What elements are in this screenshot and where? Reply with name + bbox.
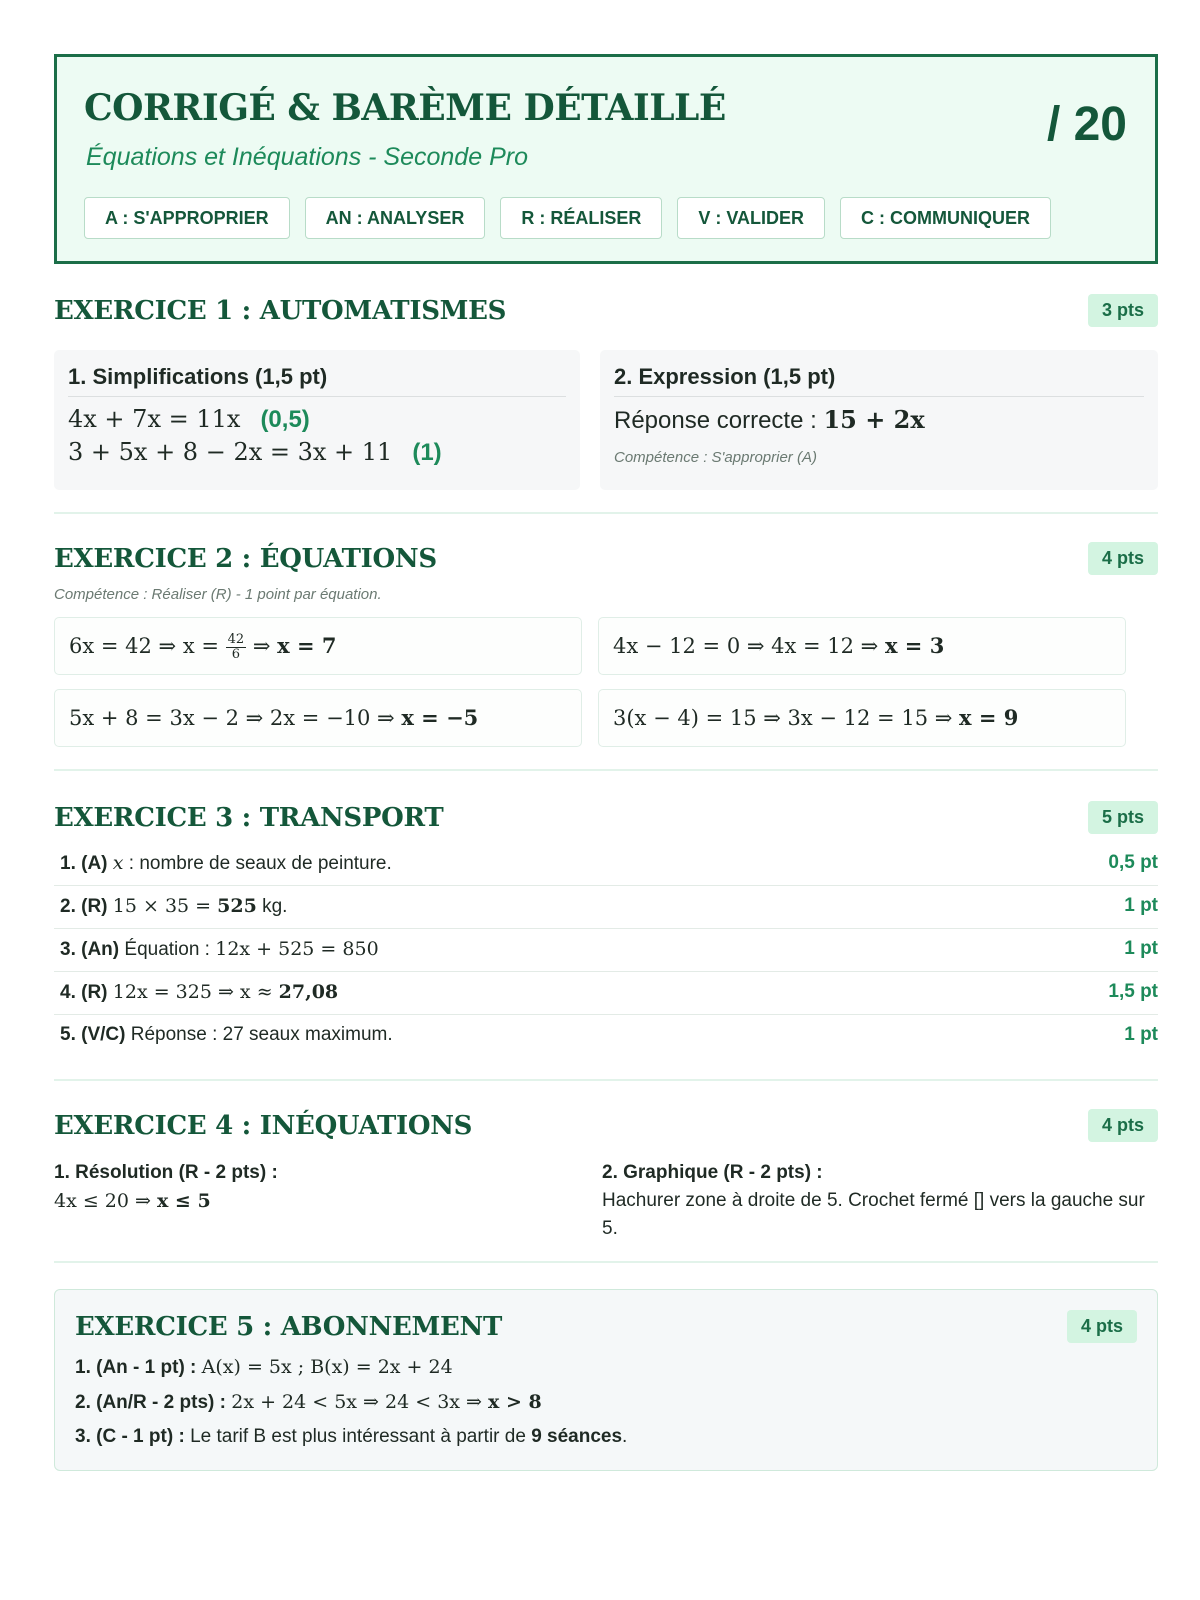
ex2-equation-4 (598, 689, 1126, 747)
row-points: 1 pt (1124, 895, 1158, 916)
exercise-2 (54, 542, 1158, 747)
ex2-eq1-implies: ⇒ (246, 634, 278, 658)
ex4-title: EXERCICE 4 : INÉQUATIONS (54, 1111, 473, 1141)
ex5-line2-heading: 2. (An/R - 2 pts) : (75, 1392, 232, 1413)
ex5-line-3 (75, 1420, 1137, 1454)
row-math: 12x + 525 = 850 (215, 938, 379, 960)
ex3-row-3 (54, 929, 1158, 972)
ex4-resolution-math: 4x ≤ 20 ⇒ (54, 1190, 157, 1212)
row-number: 2. (R) (60, 896, 113, 917)
ex2-eq1-numerator: 42 (227, 631, 245, 647)
ex4-resolution-result: x ≤ 5 (156, 1190, 211, 1212)
row-number: 5. (V/C) (60, 1024, 131, 1045)
ex2-competence-note: Compétence : Réaliser (R) - 1 point par équation. (54, 586, 382, 603)
ex4-graphique-text: Hachurer zone à droite de 5. Crochet fermé [] vers la gauche sur 5. (602, 1190, 1145, 1239)
ex1-line1-points: (0,5) (260, 406, 310, 433)
ex5-line-1 (75, 1350, 1137, 1385)
row-number: 1. (A) (60, 853, 113, 874)
ex2-eq4-math: 3(x − 4) = 15 ⇒ 3x − 12 = 15 ⇒ (613, 706, 959, 730)
row-points: 0,5 pt (1108, 852, 1158, 873)
page-title: CORRIGÉ & BARÈME DÉTAILLÉ (84, 87, 726, 129)
ex2-eq2-math: 4x − 12 = 0 ⇒ 4x = 12 ⇒ (613, 634, 885, 658)
exercise-1 (54, 294, 1158, 490)
total-score: / 20 (1046, 98, 1127, 151)
ex2-eq3-math: 5x + 8 = 3x − 2 ⇒ 2x = −10 ⇒ (69, 706, 402, 730)
ex4-resolution-heading: 1. Résolution (R - 2 pts) : (54, 1162, 278, 1183)
ex1-line2-points: (1) (412, 439, 442, 466)
row-points: 1 pt (1124, 1024, 1158, 1045)
ex5-line1-math: A(x) = 5x ; B(x) = 2x + 24 (201, 1356, 453, 1378)
section-divider (54, 1261, 1158, 1263)
ex1-answer-label: Réponse correcte : (614, 407, 824, 434)
row-result: 525 (217, 895, 257, 917)
row-math: 15 × 35 = (112, 895, 218, 917)
ex5-line3-emphasis: 9 séances (531, 1426, 623, 1447)
ex4-graphique-heading: 2. Graphique (R - 2 pts) : (602, 1162, 823, 1183)
header-card (54, 54, 1158, 264)
section-divider (54, 512, 1158, 514)
ex5-line3-text: Le tarif B est plus intéressant à partir de (190, 1426, 532, 1447)
ex3-points-badge: 5 pts (1088, 801, 1158, 834)
ex1-box2-heading: 2. Expression (1,5 pt) (614, 364, 1144, 397)
ex3-row-4 (54, 972, 1158, 1015)
ex1-line2-math: 3 + 5x + 8 − 2x = 3x + 11 (68, 438, 393, 466)
ex1-simplifications-box (54, 350, 580, 490)
chip-valider: V : VALIDER (677, 197, 825, 239)
row-result: 27,08 (278, 981, 339, 1003)
row-text: kg. (256, 896, 288, 917)
ex2-title: EXERCICE 2 : ÉQUATIONS (54, 544, 437, 574)
row-number: 4. (R) (60, 982, 113, 1003)
competency-chips (84, 197, 1051, 239)
ex1-answer-math: 15 + 2x (823, 405, 925, 434)
row-number: 3. (An) (60, 939, 125, 960)
ex2-equation-1 (54, 617, 582, 675)
ex5-line3-heading: 3. (C - 1 pt) : (75, 1426, 191, 1447)
ex3-row-1 (54, 843, 1158, 886)
answer-key-page (54, 54, 1158, 1471)
row-points: 1 pt (1124, 938, 1158, 959)
ex3-title: EXERCICE 3 : TRANSPORT (54, 803, 444, 833)
ex3-row-5 (54, 1015, 1158, 1057)
ex1-points-badge: 3 pts (1088, 294, 1158, 327)
ex2-eq4-result: x = 9 (959, 705, 1019, 730)
ex2-eq3-result: x = −5 (401, 705, 479, 730)
ex5-points-badge: 4 pts (1067, 1310, 1137, 1343)
ex1-line1-math: 4x + 7x = 11x (68, 405, 241, 433)
ex4-resolution (54, 1159, 602, 1243)
ex2-equation-3 (54, 689, 582, 747)
ex2-eq1-math: 6x = 42 ⇒ x = (69, 634, 226, 658)
exercise-4 (54, 1109, 1158, 1243)
ex1-competence-note: Compétence : S'approprier (A) (614, 449, 817, 466)
ex5-line2-math: 2x + 24 < 5x ⇒ 24 < 3x ⇒ (231, 1391, 488, 1413)
ex2-eq1-denominator: 6 (231, 646, 241, 662)
ex1-box1-heading: 1. Simplifications (1,5 pt) (68, 364, 566, 397)
exercise-3 (54, 801, 1158, 1057)
ex4-graphique (602, 1159, 1158, 1243)
ex2-points-badge: 4 pts (1088, 542, 1158, 575)
row-text: Équation : (124, 939, 216, 960)
chip-approprier: A : S'APPROPRIER (84, 197, 290, 239)
row-text: : nombre de seaux de peinture. (123, 853, 392, 874)
ex1-expression-box (600, 350, 1158, 490)
ex2-eq1-result: x = 7 (277, 633, 337, 658)
ex5-line3-end: . (622, 1426, 628, 1447)
chip-realiser: R : RÉALISER (500, 197, 662, 239)
ex1-title: EXERCICE 1 : AUTOMATISMES (54, 296, 507, 326)
page-subtitle: Équations et Inéquations - Seconde Pro (86, 143, 528, 171)
exercise-5 (54, 1289, 1158, 1471)
ex3-row-2 (54, 886, 1158, 929)
ex2-eq1-fraction (226, 633, 247, 662)
chip-communiquer: C : COMMUNIQUER (840, 197, 1051, 239)
ex4-points-badge: 4 pts (1088, 1109, 1158, 1142)
section-divider (54, 1079, 1158, 1081)
ex2-equation-2 (598, 617, 1126, 675)
chip-analyser: AN : ANALYSER (305, 197, 486, 239)
ex2-eq2-result: x = 3 (884, 633, 945, 658)
row-text: Réponse : 27 seaux maximum. (130, 1024, 393, 1045)
section-divider (54, 769, 1158, 771)
row-points: 1,5 pt (1108, 981, 1158, 1002)
ex5-line2-result: x > 8 (488, 1391, 542, 1413)
row-math: 12x = 325 ⇒ x ≈ (112, 981, 279, 1003)
row-math: x (112, 852, 124, 874)
ex3-answer-list (54, 843, 1158, 1057)
ex5-title: EXERCICE 5 : ABONNEMENT (75, 1312, 503, 1342)
ex5-line1-heading: 1. (An - 1 pt) : (75, 1357, 202, 1378)
ex5-line-2 (75, 1385, 1137, 1420)
